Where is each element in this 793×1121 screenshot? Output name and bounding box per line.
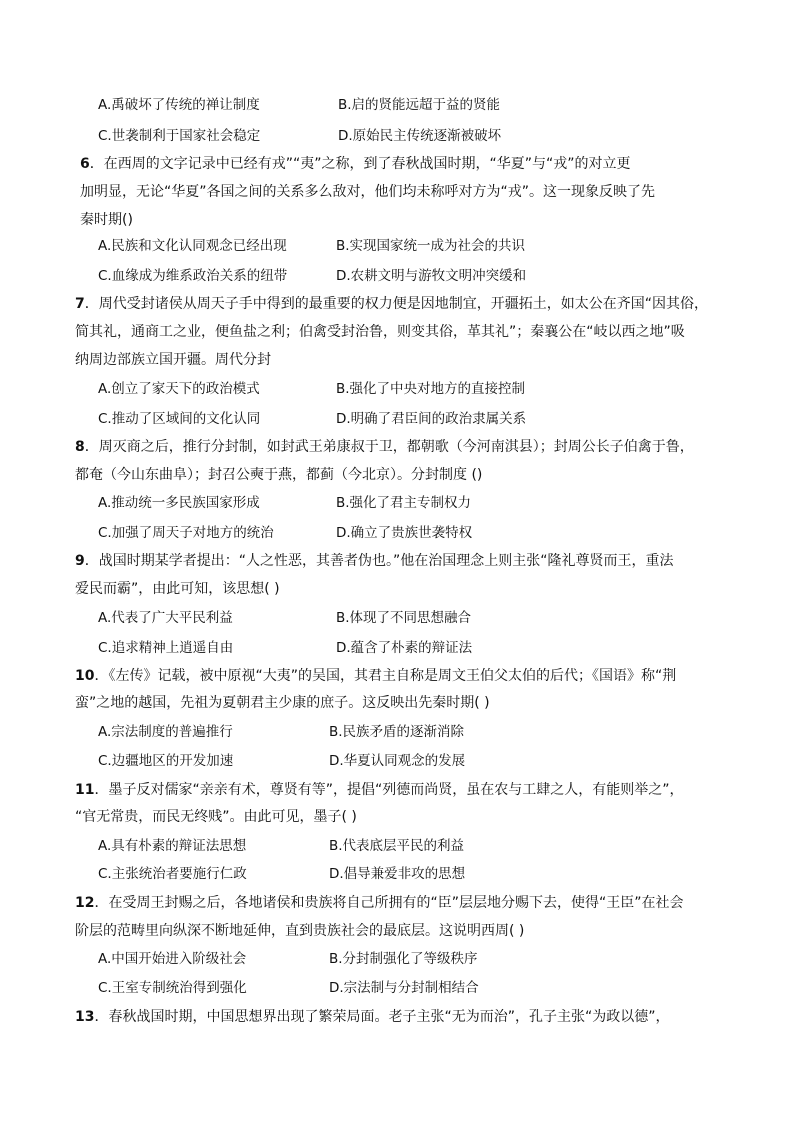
q11-stem-line-1 [75,781,684,799]
q6-number: 6 [80,156,90,172]
q6-option-b: B.实现国家统一成为社会的共识 [336,238,526,254]
q13-stem-line-1 [75,1008,670,1026]
q8-option-c: C.加强了周天子对地方的统治 [98,525,274,541]
q11-stem-text-1: ．墨子反对儒家“亲亲有术，尊贤有等”，提倡“列德而尚贤，虽在农与工肆之人，有能则举之”， [94,782,684,798]
q10-option-c: C.边疆地区的开发加速 [98,753,234,769]
q12-stem-line-1 [75,894,684,912]
q5-option-a: A.禹破坏了传统的禅让制度 [98,97,260,113]
q9-option-a: A.代表了广大平民利益 [98,610,233,626]
q8-option-a: A.推动统一多民族国家形成 [98,495,260,511]
q10-number: 10 [75,668,95,684]
q9-option-d: D.蕴含了朴素的辩证法 [336,640,473,656]
q11-option-c: C.主张统治者要施行仁政 [98,866,247,882]
q10-stem-text-1: ．《左传》记载，被中原视“大夷”的吴国，其君主自称是周文王伯父太伯的后代；《国语》称“荆 [94,668,677,684]
q10-stem-line-1 [75,667,676,685]
q9-option-c: C.追求精神上逍遥自由 [98,640,234,656]
q8-number: 8 [75,439,85,455]
q9-stem-line-1 [75,552,674,570]
q9-number: 9 [75,553,85,569]
q12-number: 12 [75,895,95,911]
q9-stem-text-1: ．战国时期某学者提出：“人之性恶，其善者伪也。”他在治国理念上则主张“隆礼尊贤而王，重法 [84,553,674,569]
q11-option-d: D.倡导兼爱非攻的思想 [329,866,466,882]
q10-option-d: D.华夏认同观念的发展 [329,753,466,769]
q9-stem-line-2: 爱民而霸”，由此可知，该思想( ) [75,581,280,597]
q7-stem-line-3: 纳周边部族立国开疆。周代分封 [75,352,271,368]
q6-stem-line-1 [80,155,631,173]
q13-stem-text-1: ．春秋战国时期，中国思想界出现了繁荣局面。老子主张“无为而治”，孔子主张“为政以德”， [94,1009,670,1025]
q12-option-d: D.宗法制与分封制相结合 [329,980,479,996]
q9-option-b: B.体现了不同思想融合 [336,610,472,626]
q11-option-b: B.代表底层平民的利益 [329,838,465,854]
q7-option-b: B.强化了中央对地方的直接控制 [336,381,526,397]
q7-option-a: A.创立了家天下的政治模式 [98,381,260,397]
q12-option-a: A.中国开始进入阶级社会 [98,951,247,967]
q5-option-b: B.启的贤能远超于益的贤能 [338,97,501,113]
q13-number: 13 [75,1009,95,1025]
q6-option-c: C.血缘成为维系政治关系的纽带 [98,268,288,284]
q8-option-d: D.确立了贵族世袭特权 [336,525,473,541]
q7-stem-text-1: ．周代受封诸侯从周天子手中得到的最重要的权力便是因地制宜，开疆拓土，如太公在齐国“因其俗， [84,296,709,312]
q12-stem-text-1: ．在受周王封赐之后，各地诸侯和贵族将自己所拥有的“臣”层层地分赐下去，使得“王臣”在社会 [94,895,684,911]
q7-option-d: D.明确了君臣间的政治隶属关系 [336,411,527,427]
q5-option-d: D.原始民主传统逐渐被破坏 [338,128,502,144]
q8-option-b: B.强化了君主专制权力 [336,495,472,511]
q8-stem-text-1: ．周灭商之后，推行分封制，如封武王弟康叔于卫，都朝歌（今河南淇县）；封周公长子伯禽于鲁， [84,439,694,455]
q6-option-a: A.民族和文化认同观念已经出现 [98,238,287,254]
q12-stem-line-2: 阶层的范畴里向纵深不断地延伸，直到贵族社会的最底层。这说明西周( ) [75,923,525,939]
q6-stem-text-1: ．在西周的文字记录中已经有戎”“夷”之称，到了春秋战国时期，“华夏”与“戎”的对立更 [89,156,631,172]
q6-stem-line-2: 加明显，无论“华夏”各国之间的关系多么敌对，他们均未称呼对方为“戎”。这一现象反映了先 [80,184,656,200]
q5-option-c: C.世袭制利于国家社会稳定 [98,128,261,144]
q11-stem-line-2: “官无常贵，而民无终贱”。由此可见，墨子( ) [75,809,357,825]
q8-stem-line-1 [75,438,694,456]
q7-stem-line-1 [75,295,708,313]
q6-stem-line-3: 秦时期() [80,212,133,228]
q7-option-c: C.推动了区域间的文化认同 [98,411,261,427]
q10-option-b: B.民族矛盾的逐渐消除 [329,724,465,740]
q12-option-b: B.分封制强化了等级秩序 [329,951,478,967]
q11-number: 11 [75,782,95,798]
q10-stem-line-2: 蛮”之地的越国，先祖为夏朝君主少康的庶子。这反映出先秦时期( ) [75,695,490,711]
q12-option-c: C.王室专制统治得到强化 [98,980,247,996]
q7-number: 7 [75,296,85,312]
q7-stem-line-2: 简其礼，通商工之业，便鱼盐之利；伯禽受封治鲁，则变其俗，革其礼”；秦襄公在“岐以西之地”吸 [75,324,685,340]
q10-option-a: A.宗法制度的普遍推行 [98,724,233,740]
q6-option-d: D.农耕文明与游牧文明冲突缓和 [336,268,527,284]
q8-stem-line-2: 都奄（今山东曲阜）；封召公奭于燕，都蓟（今北京）。分封制度 () [75,467,483,483]
q11-option-a: A.具有朴素的辩证法思想 [98,838,247,854]
